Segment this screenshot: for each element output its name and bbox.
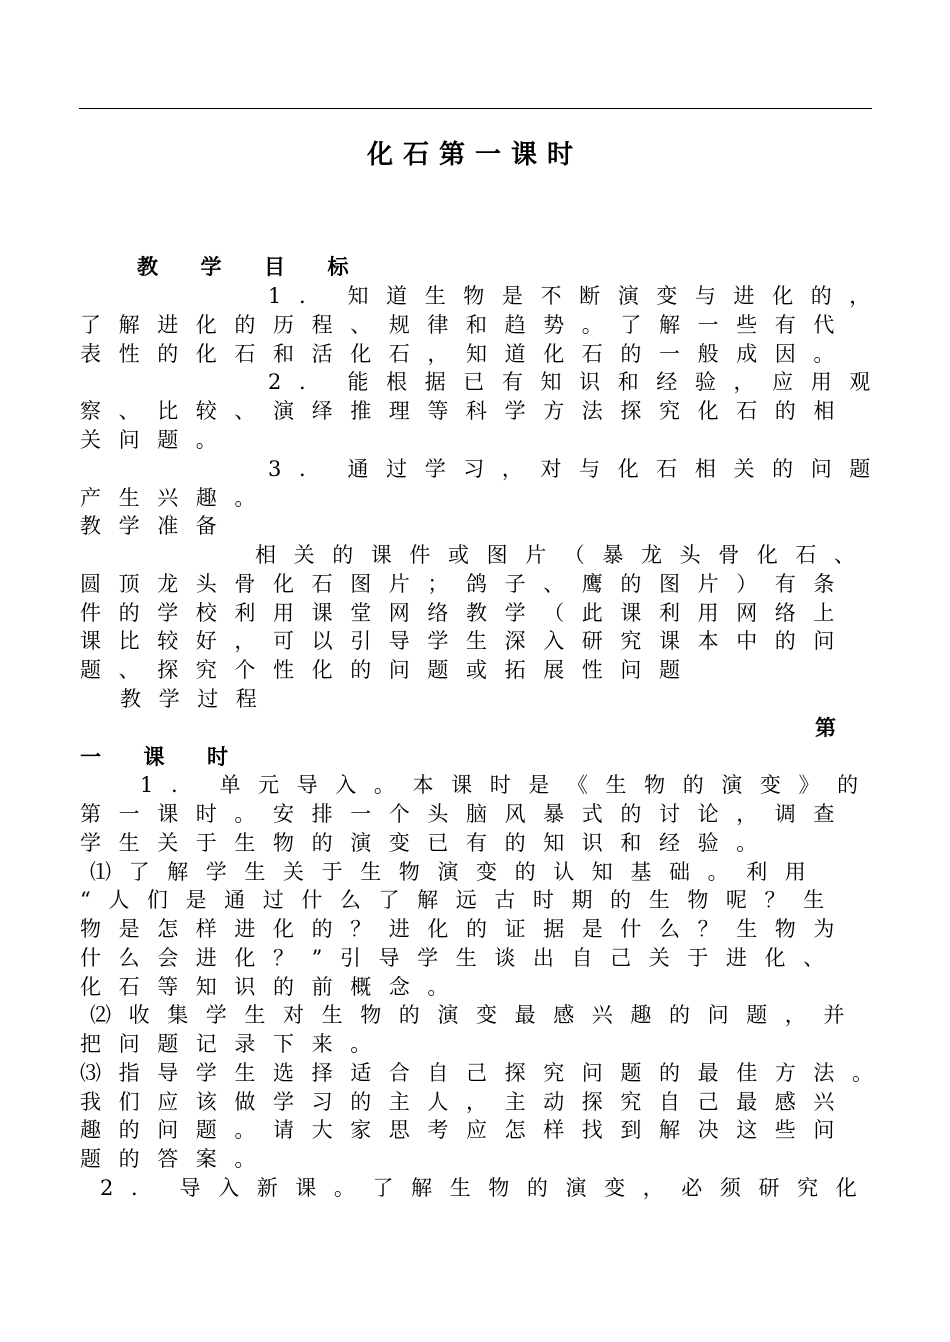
text-line: 物是怎样进化的？进化的证据是什么？生物为 (80, 917, 852, 941)
text-line: 件的学校利用课堂网络教学（此课利用网络上 (80, 601, 852, 625)
text-line: 趣的问题。请大家思考应怎样找到解决这些问 (80, 1118, 852, 1142)
text-line: 化石等知识的前概念。 (80, 975, 466, 999)
text-line: 课比较好，可以引导学生深入研究课本中的问 (80, 629, 852, 653)
text-line: 把问题记录下来。 (80, 1032, 389, 1056)
text-line: 1. 知道生物是不断演变与进化的， (268, 284, 888, 308)
text-line: 圆顶龙头骨化石图片；鸽子、鹰的图片）有条 (80, 572, 852, 596)
text-line: 2. 能根据已有知识和经验，应用观 (268, 370, 888, 394)
section-heading-preparation: 教学准备 (80, 514, 235, 538)
text-line: 1. 单元导入。本课时是《生物的演变》的 (140, 773, 876, 797)
text-line: 了解进化的历程、规律和趋势。了解一些有代 (80, 313, 852, 337)
text-line: 产生兴趣。 (80, 486, 273, 510)
text-line: 关问题。 (80, 428, 235, 452)
text-line: 察、比较、演绎推理等科学方法探究化石的相 (80, 399, 852, 423)
lesson-heading-part1: 第 (815, 715, 836, 740)
section-heading-objectives: 教 学 目 标 (137, 254, 367, 279)
text-line: ⑴了解学生关于生物演变的认知基础。利用 (90, 860, 824, 884)
text-line: 第一课时。安排一个头脑风暴式的讨论，调查 (80, 802, 852, 826)
text-line: 3. 通过学习，对与化石相关的问题 (268, 457, 888, 481)
text-line: 相关的课件或图片（暴龙头骨化石、 (255, 543, 873, 567)
text-line: 2. 导入新课。了解生物的演变，必须研究化 (100, 1176, 875, 1200)
page-title: 化石第一课时 (366, 140, 583, 170)
lesson-heading-part2: 一 课 时 (80, 744, 246, 769)
text-line: ⑶指导学生选择适合自己探究问题的最佳方法。 (80, 1061, 891, 1085)
text-line: 题、探究个性化的问题或拓展性问题 (80, 658, 698, 682)
text-line: 什么会进化？”引导学生谈出自己关于进化、 (80, 946, 842, 970)
section-heading-process: 教学过程 (120, 687, 275, 711)
text-line: 我们应该做学习的主人，主动探究自己最感兴 (80, 1090, 852, 1114)
text-line: 题的答案。 (80, 1147, 273, 1171)
text-line: 学生关于生物的演变已有的知识和经验。 (80, 831, 775, 855)
text-line: 表性的化石和活化石，知道化石的一般成因。 (80, 342, 852, 366)
text-line: “人们是通过什么了解远古时期的生物呢？生 (80, 888, 842, 912)
text-line: ⑵收集学生对生物的演变最感兴趣的问题，并 (90, 1003, 862, 1027)
header-rule (79, 108, 872, 109)
